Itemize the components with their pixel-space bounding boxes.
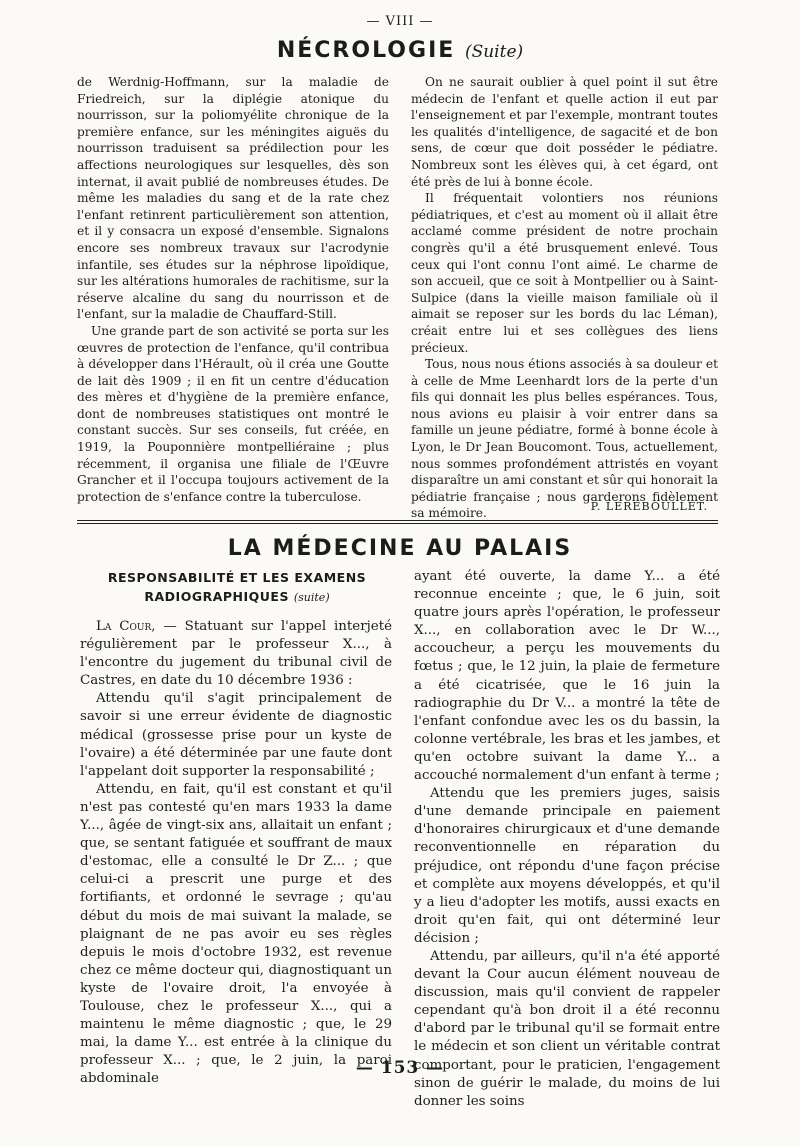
palais-paragraph: Attendu qu'il s'agit principalement de savoir si une erreur évidente de diagnostic médical (grossesse prise pour un kyste de l'ovaire) a été déterminée par une faute dont l'appelant doit supporter la responsabilité ; <box>80 691 392 779</box>
article-subtitle-line2 <box>77 587 397 607</box>
author-signature: P. LEREBOULLET. <box>590 500 708 513</box>
necrologie-paragraph: Tous, nous nous étions associés à sa douleur et à celle de Mme Leenhardt lors de la perte d'un fils qui donnait les plus belles espérances. Tous, nous avions eu plaisir à voir entrer dans sa famille un jeune pédiatre, formé à bonne école à Lyon, le Dr Jean Boucomont. Tous, actuellement, nous sommes profondément attristés en voyant disparaître un ami constant et sûr qui honorait la pédiatrie française ; nous garderons fidèlement sa mémoire. <box>411 357 718 521</box>
article-subtitle-suffix: (suite) <box>293 591 330 604</box>
lead-smallcaps: La Cour <box>96 619 152 634</box>
section-divider-top <box>77 520 718 521</box>
section-title-suffix: (Suite) <box>464 42 524 62</box>
necrologie-paragraph: Il fréquentait volontiers nos réunions pédiatriques, et c'est au moment où il allait être acclamé comme président de notre prochain congrès qu'il a été brusquement enlevé. Tous ceux qui l'ont connu l'ont aimé. Le charme de son accueil, que ce soit à Montpellier ou à Saint-Sulpice (dans la vieille maison familiale où il aimait se reposer sur les bords du lac Léman), créait entre lui et ses collègues des liens précieux. <box>411 191 718 355</box>
article-subtitle <box>77 568 397 607</box>
palais-left-column <box>80 618 392 1088</box>
necrologie-left-column <box>77 74 389 505</box>
page-number: — 153 — <box>355 1058 445 1078</box>
article-title: LA MÉDECINE AU PALAIS <box>227 536 573 561</box>
palais-right-column <box>414 568 720 1111</box>
palais-paragraph <box>80 618 392 690</box>
section-title-necrologie <box>0 38 800 63</box>
article-subtitle-text: RADIOGRAPHIQUES <box>144 589 289 604</box>
palais-paragraph: ayant été ouverte, la dame Y... a été reconnue enceinte ; que, le 6 juin, soit quatre jours après l'opération, le professeur X..., en collaboration avec le Dr W..., accoucheur, a perçu les mouvements du fœtus ; que, le 12 juin, la plaie de fermeture a été cicatrisée, que le 16 juin la radiographie du Dr V... a montré la tête de l'enfant confondue avec les os du bassin, la colonne vertébrale, les bras et les jambes, et qu'en octobre suivant la dame Y... a accouché normalement d'un enfant à terme ; <box>414 569 720 784</box>
necrologie-paragraph: On ne saurait oublier à quel point il sut être médecin de l'enfant et quelle action il eut par l'enseignement et par l'exemple, montrant toutes les qualités d'intelligence, de sagacité et de bon sens, de cœur que doit posséder le pédiatre. Nombreux sont les élèves qui, à cet égard, ont été près de lui à bonne école. <box>411 75 718 189</box>
section-title-text: NÉCROLOGIE <box>276 38 456 63</box>
section-divider-bottom <box>77 523 718 524</box>
palais-paragraph: Attendu que les premiers juges, saisis d'une demande principale en paiement d'honoraires chirurgicaux et d'une demande reconventionnelle en réparation du préjudice, ont répondu d'une façon précise et complète aux moyens développés, et qu'il y a lieu d'adopter les motifs, aussi exacts en droit qu'en fait, qui ont déterminé leur décision ; <box>414 786 720 946</box>
article-subtitle-line1: RESPONSABILITÉ ET LES EXAMENS <box>107 570 367 585</box>
palais-paragraph: Attendu, en fait, qu'il est constant et qu'il n'est pas contesté qu'en mars 1933 la dame Y..., âgée de vingt-six ans, allaitait un enfant ; que, se sentant fatiguée et souffrant de maux d'estomac, elle a consulté le Dr Z... ; que celui-ci a prescrit une purge et des fortifiants, et ordonné le sevrage ; qu'au début du mois de mai suivant la malade, se plaignant de ne pas avoir eu ses règles depuis le mois d'octobre 1932, est revenue chez ce même docteur qui, diagnostiquant un kyste de l'ovaire droit, l'a envoyée à Toulouse, chez le professeur X..., qui a maintenu le même diagnostic ; que, le 29 mai, la dame Y... est entrée à la clinique du professeur X... ; que, le 2 juin, la paroi abdominale <box>80 781 392 1087</box>
lead-rest: , — Statuant sur l'appel interjeté régulièrement par le professeur X..., à l'encontre du jugement du tribunal civil de Castres, en date du 10 décembre 1936 : <box>80 619 393 689</box>
necrologie-paragraph: de Werdnig-Hoffmann, sur la maladie de Friedreich, sur la diplégie atonique du nourrisson, sur la poliomyélite chronique de la première enfance, sur les méningites aiguës du nourrisson traduisent sa prédilection pour les affections neurologiques sur lesquelles, dès son internat, il avait publié de nombreuses études. De même les maladies du sang et de la rate chez l'enfant retinrent particulièrement son attention, et il y consacra un exposé d'ensemble. Signalons encore ses nombreux travaux sur l'acrodynie infantile, ses études sur la néphrose lipoïdique, sur les altérations humorales de rachitisme, sur la réserve alcaline du sang du nourrisson et de l'enfant, sur la maladie de Chauffard-Still. <box>77 75 389 322</box>
necrologie-paragraph: Une grande part de son activité se porta sur les œuvres de protection de l'enfance, qu'il contribua à développer dans l'Hérault, où il créa une Goutte de lait dès 1909 ; il en fit un centre d'éducation des mères et d'hygiène de la première enfance, dont de nombreuses statistiques ont montré le constant succès. Sur ses conseils, fut créée, en 1919, la Pouponnière montpelliéraine ; plus récemment, il organisa une filiale de l'Œuvre Grancher et il l'occupa toujours activement de la protection de s'enfance contre la tuberculose. <box>77 323 389 504</box>
palais-paragraph: Attendu, par ailleurs, qu'il n'a été apporté devant la Cour aucun élément nouveau de discussion, mais qu'il convient de rappeler cependant qu'à bon droit il a été reconnu d'abord par le tribunal qu'il se formait entre le médecin et son client un véritable contrat comportant, pour le praticien, l'engagement sinon de guérir le malade, du moins de lui donner les soins <box>414 948 720 1109</box>
necrologie-right-column <box>411 74 718 522</box>
folio-header: — VIII — <box>366 14 434 29</box>
